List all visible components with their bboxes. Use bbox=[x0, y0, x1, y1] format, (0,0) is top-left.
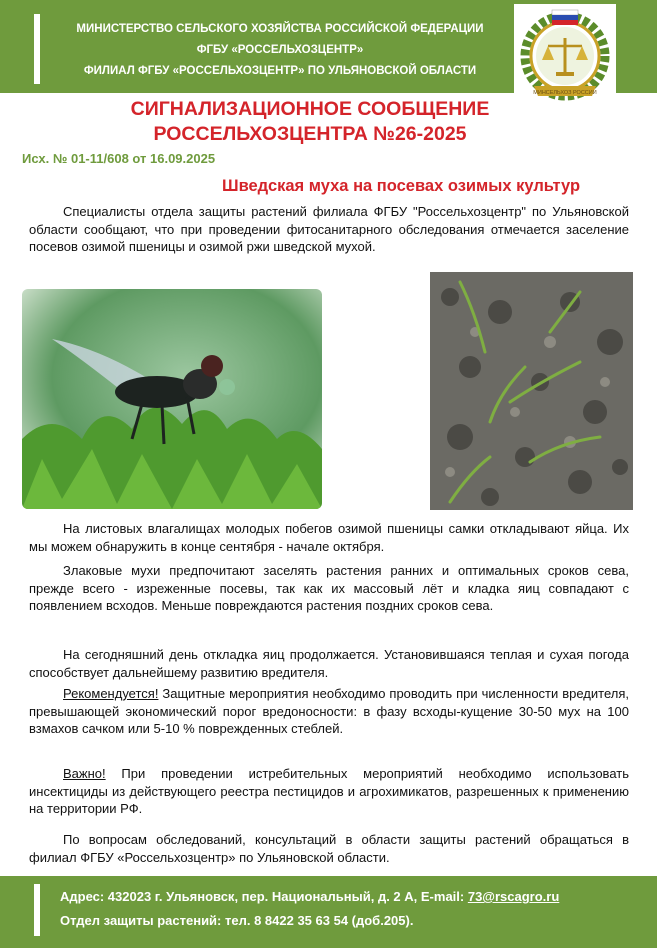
paragraph-current-status: На сегодняшний день откладка яиц продолжается. Установившаяся теплая и сухая погода способствует дальнейшему развитию вредителя. bbox=[29, 647, 629, 680]
fly-photo bbox=[22, 289, 322, 509]
footer-phone: Отдел защиты растений: тел. 8 8422 35 63 54 (доб.205). bbox=[60, 913, 414, 928]
recommendation-label: Рекомендуется! bbox=[63, 686, 159, 701]
header-line-branch: ФИЛИАЛ ФГБУ «РОССЕЛЬХОЗЦЕНТР» ПО УЛЬЯНОВСКОЙ ОБЛАСТИ bbox=[83, 65, 477, 77]
title-line-1: СИГНАЛИЗАЦИОННОЕ СООБЩЕНИЕ bbox=[130, 98, 490, 120]
header-line-ministry: МИНИСТЕРСТВО СЕЛЬСКОГО ХОЗЯЙСТВА РОССИЙСКОЙ ФЕДЕРАЦИИ bbox=[76, 23, 484, 35]
paragraph-intro: Специалисты отдела защиты растений филиала ФГБУ "Россельхозцентр" по Ульяновской области сообщают, что при проведении фитосанитарного обследования отмечается заселение посевов озимой пшеницы и озимой ржи шведской мухой. bbox=[29, 204, 629, 254]
header-line-fgbu: ФГБУ «РОССЕЛЬХОЗЦЕНТР» bbox=[196, 44, 364, 56]
page-title bbox=[78, 97, 542, 147]
paragraph-recommendation bbox=[29, 685, 629, 738]
recommendation-text: Защитные мероприятия необходимо проводить при численности вредителя, превышающей экономический порог вредоносности: в фазу всходы-кущение 30-50 мух на 100 взмахов сачком или 5-10 % поврежденных стеблей. bbox=[29, 686, 629, 736]
important-label: Важно! bbox=[63, 766, 106, 781]
header-text bbox=[46, 19, 514, 82]
paragraph-important bbox=[29, 765, 629, 818]
footer-address: Адрес: 432023 г. Ульяновск, пер. Национальный, д. 2 А, E-mail: bbox=[60, 889, 468, 904]
footer-email-link[interactable]: 73@rscagro.ru bbox=[467, 889, 560, 904]
article-subtitle: Шведская муха на посевах озимых культур bbox=[222, 177, 581, 195]
header-accent-bar bbox=[34, 14, 40, 84]
wheat-seedlings-photo bbox=[430, 272, 633, 510]
title-line-2: РОССЕЛЬХОЗЦЕНТРА №26-2025 bbox=[153, 123, 467, 145]
emblem-ribbon-text: МИНСЕЛЬХОЗ РОССИИ bbox=[533, 90, 597, 96]
footer-address-line bbox=[60, 885, 559, 909]
paragraph-eggs: На листовых влагалищах молодых побегов озимой пшеницы самки откладывают яйца. Их мы можем обнаружить в конце сентября - начале октября. bbox=[29, 521, 629, 554]
document-number: Исх. № 01-11/608 от 16.09.2025 bbox=[22, 151, 216, 166]
footer-accent-bar bbox=[34, 884, 40, 936]
important-text: При проведении истребительных мероприятий необходимо использовать инсектициды из действующего реестра пестицидов и агрохимикатов, разрешенных к применению на территории РФ. bbox=[29, 766, 629, 816]
paragraph-preferences: Злаковые мухи предпочитают заселять растения ранних и оптимальных сроков сева, прежде всего - изреженные посевы, так как их массовый лёт и кладка яиц совпадают с появлением всходов. Меньше повреждаются растения поздних сроков сева. bbox=[29, 563, 629, 613]
ministry-emblem-icon bbox=[514, 4, 616, 106]
footer-contacts bbox=[60, 885, 559, 933]
paragraph-contacts: По вопросам обследований, консультаций в области защиты растений обращаться в филиал ФГБУ «Россельхозцентр» по Ульяновской области. bbox=[29, 832, 629, 865]
